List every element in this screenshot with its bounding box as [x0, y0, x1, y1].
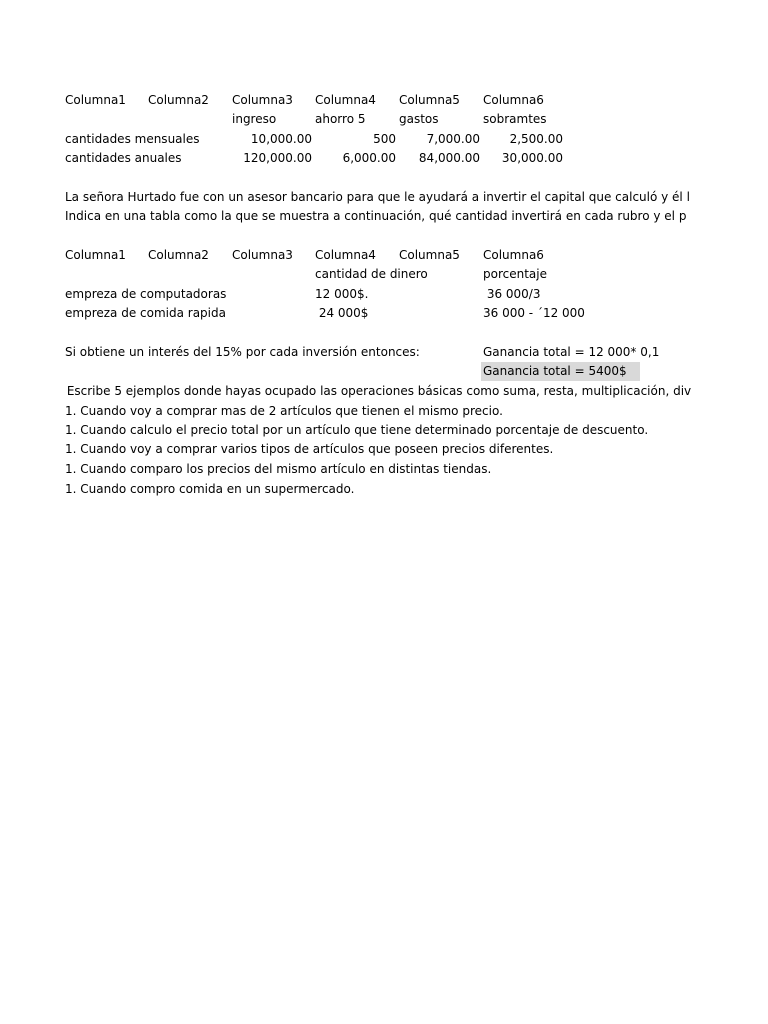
- table1-header-6: Columna6: [483, 93, 544, 107]
- example-item: 1. Cuando comparo los precios del mismo artículo en distintas tiendas.: [65, 462, 492, 476]
- paragraph-line: La señora Hurtado fue con un asesor bancario para que le ayudará a invertir el capital que calculó y él l: [65, 190, 690, 204]
- table1-header-4: Columna4: [315, 93, 376, 107]
- paragraph-line: Indica en una tabla como la que se muestra a continuación, qué cantidad invertirá en cada rubro y el p: [65, 209, 687, 223]
- table2-amount: 12 000$.: [315, 287, 369, 301]
- table1-subheader-ingreso: ingreso: [232, 112, 277, 126]
- table1-cell: 30,000.00: [501, 151, 563, 165]
- table1-subheader-sobrantes: sobramtes: [483, 112, 547, 126]
- examples-intro: Escribe 5 ejemplos donde hayas ocupado las operaciones básicas como suma, resta, multiplicación, div: [63, 384, 692, 398]
- interest-question: Si obtiene un interés del 15% por cada inversión entonces:: [65, 345, 420, 359]
- table1-cell: 2,500.00: [509, 132, 563, 146]
- table2-header-1: Columna1: [65, 248, 126, 262]
- example-item: 1. Cuando voy a comprar varios tipos de artículos que poseen precios diferentes.: [65, 442, 554, 456]
- example-item: 1. Cuando compro comida en un supermercado.: [65, 482, 355, 496]
- table2-header-2: Columna2: [148, 248, 209, 262]
- table1-cell: 84,000.00: [418, 151, 480, 165]
- table1-row-label: cantidades mensuales: [65, 132, 200, 146]
- table2-subheader-amount: cantidad de dinero: [315, 267, 428, 281]
- table1-cell: 7,000.00: [426, 132, 480, 146]
- table1-subheader-gastos: gastos: [399, 112, 439, 126]
- example-item: 1. Cuando voy a comprar mas de 2 artículos que tienen el mismo precio.: [65, 404, 503, 418]
- table1-header-2: Columna2: [148, 93, 209, 107]
- table1-cell: 500: [373, 132, 396, 146]
- table2-header-5: Columna5: [399, 248, 460, 262]
- table2-amount: 24 000$: [315, 306, 369, 320]
- table2-row-label: empreza de computadoras: [65, 287, 227, 301]
- table2-row-label: empreza de comida rapida: [65, 306, 226, 320]
- table1-header-3: Columna3: [232, 93, 293, 107]
- table1-header-5: Columna5: [399, 93, 460, 107]
- table1-cell: 120,000.00: [243, 151, 312, 165]
- table2-subheader-percent: porcentaje: [483, 267, 547, 281]
- example-item: 1. Cuando calculo el precio total por un artículo que tiene determinado porcentaje de descuento.: [65, 423, 649, 437]
- table1-subheader-ahorro: ahorro 5: [315, 112, 366, 126]
- table1-row-label: cantidades anuales: [65, 151, 182, 165]
- table1-cell: 10,000.00: [250, 132, 312, 146]
- table2-header-6: Columna6: [483, 248, 544, 262]
- interest-result: Ganancia total = 5400$: [481, 362, 640, 381]
- table1-cell: 6,000.00: [342, 151, 396, 165]
- table1-header-1: Columna1: [65, 93, 126, 107]
- interest-formula: Ganancia total = 12 000* 0,1: [483, 345, 660, 359]
- table2-header-4: Columna4: [315, 248, 376, 262]
- table2-percent: 36 000/3: [483, 287, 541, 301]
- table2-percent: 36 000 - ´12 000: [483, 306, 585, 320]
- table2-header-3: Columna3: [232, 248, 293, 262]
